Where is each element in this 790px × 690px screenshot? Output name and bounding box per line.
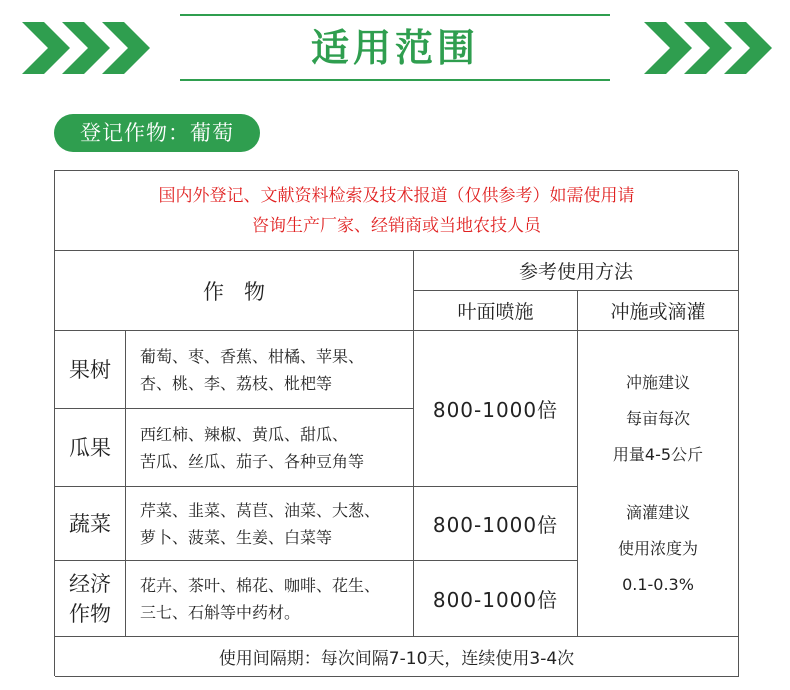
method-header: 参考使用方法: [414, 251, 739, 291]
crops-line: 花卉、茶叶、棉花、咖啡、花生、: [140, 575, 381, 595]
crops-cell: [126, 561, 414, 637]
interval-footer: 使用间隔期：每次间隔7-10天，连续使用3-4次: [55, 637, 739, 677]
crops-cell: [126, 331, 414, 409]
foliar-dose-cell: 800-1000倍: [414, 331, 578, 487]
advice-line: 滴灌建议: [625, 502, 690, 522]
foliar-dose-cell: 800-1000倍: [414, 561, 578, 637]
category-line: 作物: [69, 601, 111, 626]
category-cell: 蔬菜: [55, 487, 126, 561]
crop-label-badge: 登记作物：葡萄: [54, 114, 260, 152]
advice-line: 0.1-0.3%: [622, 574, 694, 594]
crops-line: 杏、桃、李、荔枝、枇杷等: [140, 373, 333, 393]
crops-cell: [126, 409, 414, 487]
advice-line: 每亩每次: [625, 408, 690, 428]
banner: [0, 0, 790, 100]
notice-cell: [55, 171, 739, 251]
crops-cell: [126, 487, 414, 561]
category-cell: 瓜果: [55, 409, 126, 487]
category-line: 经济: [69, 571, 111, 596]
notice-line: 咨询生产厂家、经销商或当地农技人员: [252, 215, 541, 236]
foliar-dose-cell: 800-1000倍: [414, 487, 578, 561]
crops-line: 葡萄、枣、香蕉、柑橘、苹果、: [140, 346, 365, 366]
drip-advice-cell: [578, 331, 739, 637]
page-title: 适用范围: [310, 25, 479, 70]
crop-header: 作物: [55, 251, 414, 331]
crops-line: 三七、石斛等中药材。: [140, 602, 301, 622]
crops-line: 西红柿、辣椒、黄瓜、甜瓜、: [140, 424, 349, 444]
advice-line: 冲施建议: [625, 372, 690, 392]
category-cell: 果树: [55, 331, 126, 409]
foliar-header: 叶面喷施: [414, 291, 578, 331]
advice-line: 使用浓度为: [617, 538, 698, 558]
advice-line: 用量4-5公斤: [612, 444, 704, 464]
crops-line: 萝卜、菠菜、生姜、白菜等: [140, 527, 333, 547]
crops-line: 芹菜、韭菜、莴苣、油菜、大葱、: [140, 500, 381, 520]
drip-header: 冲施或滴灌: [578, 291, 739, 331]
category-cell: [55, 561, 126, 637]
crops-line: 苦瓜、丝瓜、茄子、各种豆角等: [140, 451, 365, 471]
notice-line: 国内外登记、文献资料检索及技术报道（仅供参考）如需使用请: [158, 185, 635, 206]
usage-table: [54, 170, 738, 676]
